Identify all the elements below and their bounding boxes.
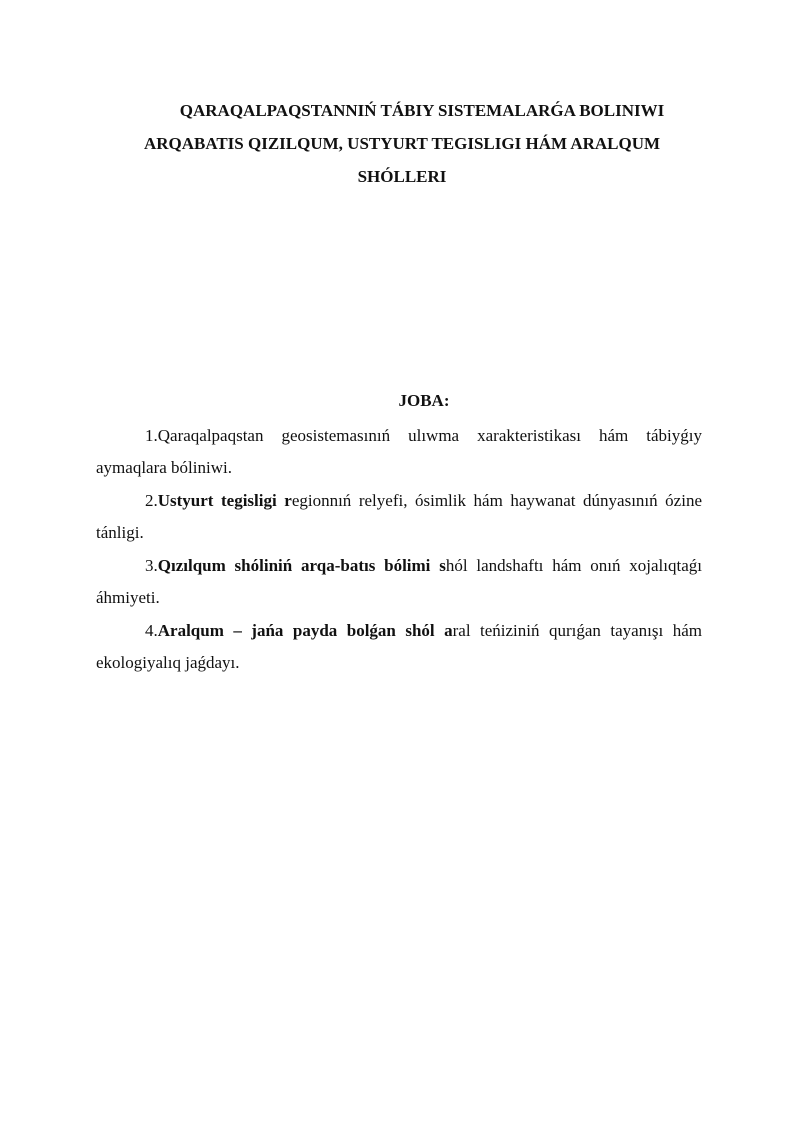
plan-item-text: hól landshaftı hám onıń xojalıqtaǵı áhmiyeti. [96, 556, 702, 607]
plan-item-text: egionnıń relyefi, ósimlik hám haywanat dúnyasınıń ózine tánligi. [96, 491, 702, 542]
plan-item-bold-text: Ustyurt tegisligi r [157, 491, 292, 510]
plan-item-number: 3. [145, 556, 158, 575]
plan-item-bold-text: Aralqum – jańa payda bolǵan shól a [157, 621, 453, 640]
title-line-3: SHÓLLERI [357, 167, 447, 186]
plan-item-number: 1. [145, 426, 158, 445]
plan-item-number: 2. [145, 491, 158, 510]
plan-item [96, 550, 702, 614]
plan-item-number: 4. [145, 621, 158, 640]
plan-item-bold-text: Qızılqum shóliniń arqa-batıs bólimi s [157, 556, 446, 575]
plan-item [96, 615, 702, 679]
plan-item [96, 420, 702, 484]
title-line-2: ARQABATIS QIZILQUM, USTYURT TEGISLIGI HÁM ARALQUM [143, 134, 661, 153]
document-title [112, 94, 692, 193]
plan-list [96, 420, 702, 680]
plan-item-text: Qaraqalpaqstan geosistemasınıń ulıwma xarakteristikası hám tábiyǵıy aymaqlara bóliniwi. [96, 426, 702, 477]
plan-heading: JOBA: [398, 391, 450, 410]
title-line-1: QARAQALPAQSTANNIŃ TÁBIY SISTEMALARǴA BOLINIWI [179, 101, 665, 120]
plan-item [96, 485, 702, 549]
plan-item-text: ral teńiziniń qurıǵan tayanışı hám ekologiyalıq jaǵdayı. [96, 621, 702, 672]
